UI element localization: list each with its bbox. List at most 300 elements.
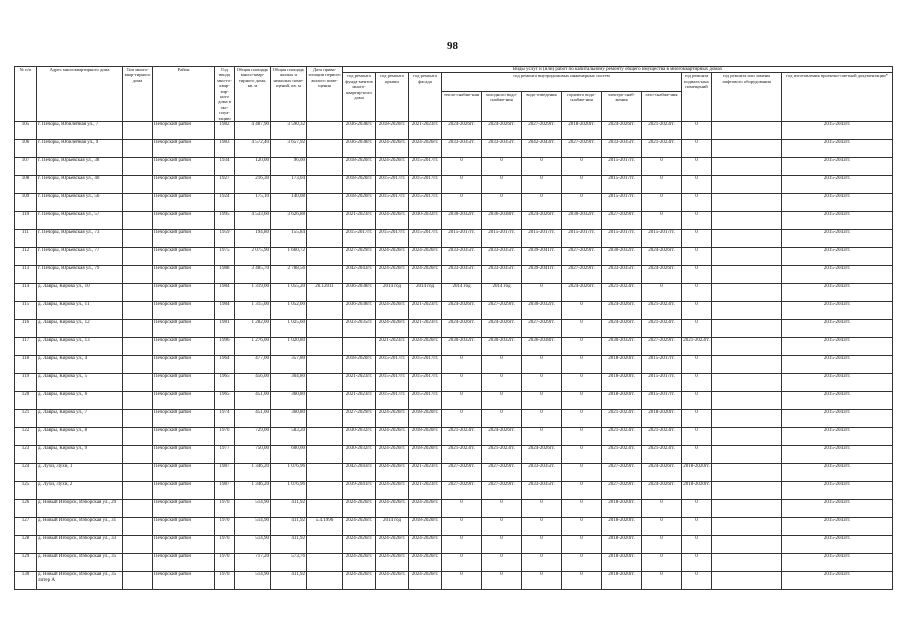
row-sewer: 2039-2041гг. [522, 248, 562, 266]
table-row [15, 338, 893, 356]
row-nonres-area: 3 590,32 [271, 122, 307, 140]
row-roof: 2024-2026гг. [376, 320, 409, 338]
row-address: д. Новый Изборск, Изборская ул., 33 [37, 536, 123, 554]
row-roof: 2024-2026гг. [376, 554, 409, 572]
row-elevator [712, 194, 782, 212]
row-sewer: 0 [522, 428, 562, 446]
row-basement: 0 [682, 356, 712, 374]
row-elec: 2033-2035гг. [602, 140, 642, 158]
row-elec: 2027-2029гг. [602, 212, 642, 230]
row-docs: 2015-2043гг. [782, 554, 893, 572]
row-basement: 0 [682, 374, 712, 392]
row-gas: 0 [642, 284, 682, 302]
row-type [123, 176, 153, 194]
row-district: Печорский район [153, 122, 215, 140]
row-facade: 2024-2026гг. [409, 536, 442, 554]
row-docs: 2015-2043гг. [782, 428, 893, 446]
row-docs: 2015-2043гг. [782, 230, 893, 248]
row-elec: 2018-2020гг. [602, 518, 642, 536]
row-total-area: 514,90 [235, 572, 271, 590]
row-facade: 2015-2017гг. [409, 356, 442, 374]
row-type [123, 230, 153, 248]
row-heat: 0 [442, 374, 482, 392]
row-hot: 0 [562, 302, 602, 320]
row-roof: 2024-2026гг. [376, 536, 409, 554]
row-docs: 2015-2043гг. [782, 212, 893, 230]
row-elec: 2015-2017гг. [602, 176, 642, 194]
row-gas: 0 [642, 536, 682, 554]
row-elec: 2015-2017гг. [602, 158, 642, 176]
row-number: 116 [15, 320, 37, 338]
row-type [123, 356, 153, 374]
table-row [15, 212, 893, 230]
row-year: 1995 [215, 212, 235, 230]
row-sewer: 0 [522, 176, 562, 194]
row-priv-date [307, 464, 343, 482]
row-sewer: 0 [522, 500, 562, 518]
row-address: д. Лавры, Кирова ул., 12 [37, 320, 123, 338]
row-gas: 2018-2020гг. [642, 410, 682, 428]
row-type [123, 302, 153, 320]
row-gas: 0 [642, 554, 682, 572]
row-heat: 2021-2023гг. [442, 446, 482, 464]
row-docs: 2015-2043гг. [782, 320, 893, 338]
col-total-area-header: Общая площадь много-квар-тирного дома, кв. м [235, 67, 271, 122]
row-basement: 0 [682, 518, 712, 536]
row-district: Печорский район [153, 320, 215, 338]
row-basement: 0 [682, 428, 712, 446]
row-elec: 2018-2020гг. [602, 500, 642, 518]
row-basement: 0 [682, 284, 712, 302]
table-row [15, 140, 893, 158]
row-hot: 2027-2029гг. [562, 248, 602, 266]
row-roof: 2015-2017гг. [376, 392, 409, 410]
row-total-area: 451,00 [235, 410, 271, 428]
row-foundation [343, 338, 376, 356]
row-cold: 2033-2035гг. [482, 248, 522, 266]
row-priv-date [307, 392, 343, 410]
row-facade: 2015-2017гг. [409, 230, 442, 248]
table-row [15, 248, 893, 266]
row-gas: 2021-2023гг. [642, 428, 682, 446]
row-docs: 2015-2043гг. [782, 356, 893, 374]
row-hot: 2030-2032гг. [562, 212, 602, 230]
row-address: д. Лухи, Лухи, 2 [37, 482, 123, 500]
row-nonres-area: 3 657,92 [271, 140, 307, 158]
row-total-area: 3 485,70 [235, 266, 271, 284]
row-elec: 2030-2032гг. [602, 248, 642, 266]
row-heat: 2027-2029гг. [442, 464, 482, 482]
row-hot: 2024-2026гг. [562, 284, 602, 302]
row-docs: 2015-2043гг. [782, 158, 893, 176]
row-hot: 0 [562, 554, 602, 572]
row-sewer: 0 [522, 374, 562, 392]
row-foundation: 2018-2020гг. [343, 158, 376, 176]
row-district: Печорский район [153, 176, 215, 194]
row-number: 124 [15, 464, 37, 482]
row-foundation: 2015-2017гг. [343, 230, 376, 248]
row-sewer: 0 [522, 194, 562, 212]
row-total-area: 717,20 [235, 554, 271, 572]
table-row [15, 302, 893, 320]
col-facade-header: год ремонта фасада [409, 73, 442, 122]
row-number: 130 [15, 572, 37, 590]
row-address: д. Новый Изборск, Изборская ул., 35 литер А [37, 572, 123, 590]
row-sewer: 0 [522, 392, 562, 410]
table-row [15, 176, 893, 194]
row-basement: 0 [682, 176, 712, 194]
row-year: 1970 [215, 554, 235, 572]
row-priv-date [307, 122, 343, 140]
row-docs: 2015-2043гг. [782, 338, 893, 356]
row-number: 114 [15, 284, 37, 302]
row-docs: 2015-2043гг. [782, 176, 893, 194]
row-number: 113 [15, 266, 37, 284]
row-elevator [712, 374, 782, 392]
row-gas: 2015-2017гг. [642, 374, 682, 392]
row-district: Печорский район [153, 518, 215, 536]
row-roof: 2024-2026гг. [376, 266, 409, 284]
row-nonres-area: 155,84 [271, 230, 307, 248]
row-elec: 2018-2020гг. [602, 572, 642, 590]
col-district-header: Район [153, 67, 215, 122]
row-heat: 0 [442, 176, 482, 194]
row-elec: 2018-2020гг. [602, 536, 642, 554]
row-district: Печорский район [153, 446, 215, 464]
row-type [123, 554, 153, 572]
row-gas: 2015-2017гг. [642, 392, 682, 410]
row-elevator [712, 320, 782, 338]
row-foundation: 2024-2026гг. [343, 536, 376, 554]
row-roof: 2021-2023гг. [376, 338, 409, 356]
row-roof: 2024-2026гг. [376, 500, 409, 518]
row-roof: 2024-2026гг. [376, 140, 409, 158]
row-nonres-area: 2 788,56 [271, 266, 307, 284]
row-type [123, 518, 153, 536]
row-elec: 2018-2020гг. [602, 374, 642, 392]
table-row [15, 320, 893, 338]
row-address: д. Лавры, Кирова ул., 11 [37, 302, 123, 320]
row-roof: 2015-2017гг. [376, 374, 409, 392]
row-sewer: 2024-2026гг. [522, 212, 562, 230]
row-nonres-area: 1 660,72 [271, 248, 307, 266]
row-number: 126 [15, 500, 37, 518]
row-sewer: 2033-2035гг. [522, 464, 562, 482]
col-docs-header: год изготовления проектно-сметной документации* [782, 73, 893, 122]
row-year: 1934 [215, 158, 235, 176]
row-hot: 2018-2020гг. [562, 122, 602, 140]
row-number: 115 [15, 302, 37, 320]
row-facade: 2024-2026гг. [409, 140, 442, 158]
row-basement: 0 [682, 572, 712, 590]
row-elec: 2018-2020гг. [602, 356, 642, 374]
row-type [123, 374, 153, 392]
row-number: 112 [15, 248, 37, 266]
row-foundation: 2021-2023гг. [343, 374, 376, 392]
row-address: г. Печоры, Юбилейная ул., 7 [37, 122, 123, 140]
table-row [15, 428, 893, 446]
col-hot-header: горячего водо-снабже-ния [562, 92, 602, 122]
row-elevator [712, 356, 782, 374]
row-gas: 0 [642, 194, 682, 212]
row-basement: 0 [682, 194, 712, 212]
row-facade: 2024-2026гг. [409, 572, 442, 590]
row-elevator [712, 518, 782, 536]
row-district: Печорский район [153, 500, 215, 518]
row-address: г. Печоры, Юрьевская ул., 77 [37, 248, 123, 266]
row-year: 1987 [215, 464, 235, 482]
row-total-area: 514,90 [235, 536, 271, 554]
table-row [15, 410, 893, 428]
row-basement: 0 [682, 392, 712, 410]
row-foundation: 2018-2020гг. [343, 194, 376, 212]
row-elevator [712, 464, 782, 482]
row-district: Печорский район [153, 194, 215, 212]
row-type [123, 482, 153, 500]
table-row [15, 194, 893, 212]
row-nonres-area: 1 052,00 [271, 302, 307, 320]
table-row [15, 518, 893, 536]
row-cold: 0 [482, 536, 522, 554]
row-sewer: 2036-2038гг. [522, 338, 562, 356]
row-nonres-area: 573,76 [271, 554, 307, 572]
row-nonres-area: 3 626,88 [271, 212, 307, 230]
row-basement: 0 [682, 248, 712, 266]
row-basement: 2018-2020гг. [682, 464, 712, 482]
row-foundation: 2024-2026гг. [343, 554, 376, 572]
row-district: Печорский район [153, 212, 215, 230]
row-priv-date [307, 374, 343, 392]
row-type [123, 212, 153, 230]
row-address: д. Новый Изборск, Изборская ул., 31 [37, 518, 123, 536]
row-nonres-area: 360,80 [271, 410, 307, 428]
row-total-area: 2 075,90 [235, 248, 271, 266]
col-num-header: № п/п [15, 67, 37, 122]
row-nonres-area: 411,92 [271, 500, 307, 518]
row-priv-date [307, 536, 343, 554]
row-facade: 2021-2023гг. [409, 122, 442, 140]
row-cold: 2036-2038гг. [482, 212, 522, 230]
row-type [123, 338, 153, 356]
row-facade: 2024-2026гг. [409, 554, 442, 572]
row-elevator [712, 158, 782, 176]
row-hot: 0 [562, 536, 602, 554]
row-basement: 0 [682, 554, 712, 572]
page-number: 98 [447, 40, 458, 52]
row-type [123, 248, 153, 266]
row-foundation: 2042-2043гг. [343, 464, 376, 482]
row-year: 1964 [215, 356, 235, 374]
row-facade: 2018-2020гг. [409, 446, 442, 464]
row-heat: 0 [442, 158, 482, 176]
row-hot: 0 [562, 356, 602, 374]
row-hot: 0 [562, 392, 602, 410]
row-heat: 2021-2023гг. [442, 428, 482, 446]
row-roof: 2018-2020гг. [376, 122, 409, 140]
row-docs: 2015-2043гг. [782, 536, 893, 554]
row-type [123, 428, 153, 446]
row-heat: 2030-2032гг. [442, 212, 482, 230]
row-cold: 0 [482, 572, 522, 590]
col-elevator-header: год ремонта или замены лифтового оборудования [712, 73, 782, 122]
row-address: д. Лавры, Кирова ул., 7 [37, 410, 123, 428]
row-type [123, 320, 153, 338]
row-cold: 2027-2029гг. [482, 464, 522, 482]
row-elevator [712, 302, 782, 320]
row-elec: 2021-2023гг. [602, 410, 642, 428]
row-number: 123 [15, 446, 37, 464]
row-district: Печорский район [153, 230, 215, 248]
row-elec: 2024-2026гг. [602, 320, 642, 338]
row-number: 106 [15, 140, 37, 158]
row-address: д. Лавры, Кирова ул., 10 [37, 284, 123, 302]
row-year: 1983 [215, 140, 235, 158]
row-nonres-area: 411,92 [271, 536, 307, 554]
row-priv-date [307, 140, 343, 158]
row-address: г. Печоры, Юрьевская ул., 38 [37, 158, 123, 176]
row-year: 1927 [215, 176, 235, 194]
table-row [15, 572, 893, 590]
row-hot: 2027-2029гг. [562, 140, 602, 158]
table-header [15, 67, 893, 122]
row-total-area: 175,10 [235, 194, 271, 212]
row-total-area: 514,90 [235, 500, 271, 518]
row-elevator [712, 536, 782, 554]
row-docs: 2015-2043гг. [782, 248, 893, 266]
row-elec: 2024-2026гг. [602, 122, 642, 140]
row-total-area: 1 346,20 [235, 464, 271, 482]
row-foundation: 2027-2029гг. [343, 410, 376, 428]
row-number: 105 [15, 122, 37, 140]
row-roof: 2024-2026гг. [376, 158, 409, 176]
row-nonres-area: 173,04 [271, 176, 307, 194]
row-docs: 2015-2043гг. [782, 500, 893, 518]
row-elevator [712, 482, 782, 500]
row-foundation: 2021-2023гг. [343, 392, 376, 410]
row-foundation: 2033-2035гг. [343, 320, 376, 338]
row-total-area: 1 276,00 [235, 338, 271, 356]
systems-header: год ремонта внутридомовых инженерных систем [442, 73, 682, 92]
row-number: 108 [15, 176, 37, 194]
row-priv-date [307, 248, 343, 266]
row-type [123, 536, 153, 554]
row-total-area: 750,00 [235, 446, 271, 464]
row-roof: 2024-2026гг. [376, 410, 409, 428]
row-number: 117 [15, 338, 37, 356]
row-year: 1984 [215, 284, 235, 302]
row-elevator [712, 554, 782, 572]
row-address: г. Печоры, Юрьевская ул., 40 [37, 176, 123, 194]
row-priv-date [307, 266, 343, 284]
row-type [123, 266, 153, 284]
row-priv-date: 5.4.1996 [307, 518, 343, 536]
row-elevator [712, 338, 782, 356]
table-row [15, 374, 893, 392]
row-cold: 2033-2035гг. [482, 266, 522, 284]
row-heat: 2024-2026гг. [442, 320, 482, 338]
row-district: Печорский район [153, 554, 215, 572]
table-row [15, 446, 893, 464]
row-district: Печорский район [153, 536, 215, 554]
row-gas: 0 [642, 176, 682, 194]
row-district: Печорский район [153, 266, 215, 284]
row-number: 129 [15, 554, 37, 572]
row-cold: 0 [482, 176, 522, 194]
row-gas: 2015-2017гг. [642, 356, 682, 374]
row-cold: 2014 год [482, 284, 522, 302]
row-sewer: 0 [522, 284, 562, 302]
row-sewer: 0 [522, 158, 562, 176]
row-nonres-area: 360,80 [271, 392, 307, 410]
row-type [123, 500, 153, 518]
row-roof: 2024-2026гг. [376, 248, 409, 266]
row-nonres-area: 364,80 [271, 374, 307, 392]
capital-repair-table [14, 66, 893, 590]
row-sewer: 2042-2043гг. [522, 140, 562, 158]
table-row [15, 392, 893, 410]
row-elec: 2021-2023гг. [602, 428, 642, 446]
row-elevator [712, 284, 782, 302]
row-number: 118 [15, 356, 37, 374]
row-address: д. Лавры, Кирова ул., 5 [37, 374, 123, 392]
row-elec: 2024-2026гг. [602, 302, 642, 320]
row-address: г. Печоры, Юрьевская ул., 57 [37, 212, 123, 230]
row-district: Печорский район [153, 338, 215, 356]
row-basement: 0 [682, 158, 712, 176]
row-elec: 2021-2023гг. [602, 446, 642, 464]
row-gas: 2021-2023гг. [642, 302, 682, 320]
row-sewer: 2027-2029гг. [522, 320, 562, 338]
row-number: 122 [15, 428, 37, 446]
row-sewer: 0 [522, 572, 562, 590]
row-docs: 2015-2043гг. [782, 374, 893, 392]
row-hot: 0 [562, 158, 602, 176]
row-heat: 2014 год [442, 284, 482, 302]
row-hot: 0 [562, 572, 602, 590]
row-type [123, 194, 153, 212]
table-row [15, 230, 893, 248]
row-district: Печорский район [153, 464, 215, 482]
row-facade: 2018-2020гг. [409, 428, 442, 446]
row-district: Печорский район [153, 302, 215, 320]
row-gas: 2015-2017гг. [642, 230, 682, 248]
table-body [15, 122, 893, 590]
row-heat: 0 [442, 536, 482, 554]
row-total-area: 216,30 [235, 176, 271, 194]
row-nonres-area: 96,00 [271, 158, 307, 176]
row-cold: 0 [482, 410, 522, 428]
row-total-area: 477,00 [235, 356, 271, 374]
row-address: г. Печоры, Юрьевская ул., 56 [37, 194, 123, 212]
row-gas: 0 [642, 572, 682, 590]
row-district: Печорский район [153, 284, 215, 302]
row-sewer: 0 [522, 554, 562, 572]
row-heat: 2015-2017гг. [442, 230, 482, 248]
row-elevator [712, 230, 782, 248]
table-row [15, 500, 893, 518]
row-cold: 2027-2029гг. [482, 302, 522, 320]
row-elec: 2027-2029гг. [602, 482, 642, 500]
row-elevator [712, 266, 782, 284]
row-total-area: 194,80 [235, 230, 271, 248]
row-number: 109 [15, 194, 37, 212]
row-number: 128 [15, 536, 37, 554]
row-docs: 2015-2043гг. [782, 518, 893, 536]
col-roof-header: год ремонта крыши [376, 73, 409, 122]
row-year: 1982 [215, 122, 235, 140]
row-address: д. Лавры, Кирова ул., 13 [37, 338, 123, 356]
row-elec: 2015-2017гг. [602, 194, 642, 212]
